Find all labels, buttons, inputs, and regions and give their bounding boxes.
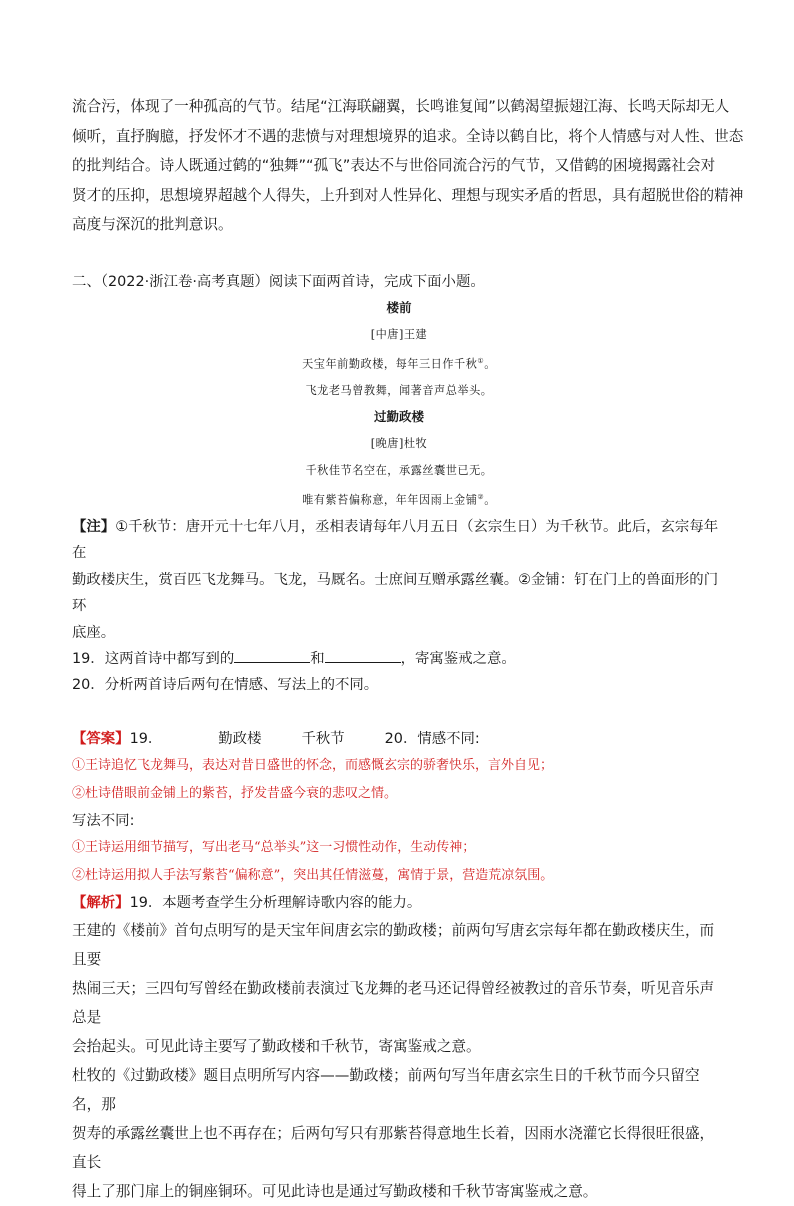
- analysis-line: 热闹三天；三四句写曾经在勤政楼前表演过飞龙舞的老马还记得曾经被教过的音乐节奏，听见音乐声总是: [72, 980, 715, 1027]
- note-line: 勤政楼庆生，赏百匹飞龙舞马。飞龙，马厩名。士庶间互赠承露丝囊。②金铺：钉在门上的兽面形的门环: [72, 571, 719, 615]
- poem-line: 飞龙老马曾教舞，闻著音声总举头。: [305, 384, 493, 398]
- answer-q19-num: 19．: [129, 731, 163, 748]
- intro-line: 贤才的压抑，思想境界超越个人得失，上升到对人性异化、理想与现实矛盾的哲思，具有超脱世俗的精神: [72, 186, 744, 204]
- emotion-point: ①王诗追忆飞龙舞马，表达对昔日盛世的怀念，而感慨玄宗的骄奢快乐，言外自见；: [72, 758, 554, 774]
- note-line: 底座。: [72, 624, 116, 641]
- q19-mid: 和: [310, 651, 325, 668]
- intro-paragraph: [72, 92, 744, 240]
- answer-q20-start: 20．情感不同:: [384, 731, 480, 748]
- question-19: [72, 646, 726, 672]
- footnote-mark: ①: [477, 356, 485, 365]
- answer-q19-a1: 勤政楼: [218, 731, 262, 748]
- analysis-line: 王建的《楼前》首句点明写的是天宝年间唐玄宗的勤政楼；前两句写唐玄宗每年都在勤政楼庆生，而且要: [72, 922, 715, 969]
- poem-author: [晚唐]杜牧: [370, 437, 428, 451]
- analysis-line: 会抬起头。可见此诗主要写了勤政楼和千秋节，寄寓鉴戒之意。: [72, 1038, 481, 1056]
- poem-line-tail: 。: [484, 357, 496, 371]
- poem-louqian: [72, 295, 726, 405]
- question-20: 20．分析两首诗后两句在情感、写法上的不同。: [72, 677, 379, 694]
- section-heading: 二、（2022·浙江卷·高考真题）阅读下面两首诗，完成下面小题。: [72, 273, 485, 290]
- analysis-section: [72, 890, 726, 1206]
- footnote-block: [72, 514, 726, 647]
- emotion-point: ②杜诗借眼前金铺上的紫苔，抒发昔盛今衰的悲叹之情。: [72, 786, 398, 802]
- method-point: ②杜诗运用拟人手法写紫苔“偏称意”，突出其任情滋蔓，寓情于景，营造荒凉氛围。: [72, 868, 554, 884]
- footnote-mark: ②: [477, 493, 485, 502]
- poem-line-tail: 。: [484, 493, 496, 507]
- answer-blank-1[interactable]: [234, 650, 310, 663]
- note-label: 【注】: [72, 518, 116, 535]
- poem-line: [72, 484, 726, 514]
- answer-blank-2[interactable]: [325, 650, 401, 663]
- note-line: [72, 514, 726, 567]
- answer-label: 【答案】: [72, 731, 130, 748]
- note-text: ①千秋节：唐开元十七年八月，丞相表请每年八月五日（玄宗生日）为千秋节。此后，玄宗每年在: [72, 518, 719, 562]
- q19-suffix: ，寄寓鉴戒之意。: [400, 651, 516, 668]
- analysis-line: 贺寿的承露丝囊世上也不再存在；后两句写只有那紫苔得意地生长着，因雨水浇灌它长得很旺很盛，直长: [72, 1125, 715, 1172]
- analysis-first-line: [72, 890, 726, 916]
- answer-section: [72, 726, 726, 890]
- analysis-label: 【解析】: [72, 895, 130, 912]
- intro-line: 倾听，直抒胸臆，抒发怀才不遇的悲愤与对理想境界的追求。全诗以鹤自比，将个人情感与对人性、世态: [72, 127, 744, 145]
- intro-line: 流合污，体现了一种孤高的气节。结尾“江海联翩翼，长鸣谁复闻”以鹤渴望振翅江海、长鸣天际却无人: [72, 98, 730, 115]
- analysis-line: 得上了那门扉上的铜座铜环。可见此诗也是通过写勤政楼和千秋节寄寓鉴戒之意。: [72, 1183, 598, 1201]
- q19-prefix: 19．这两首诗中都写到的: [72, 651, 235, 668]
- document-page: [72, 92, 744, 1206]
- analysis-intro: 19．本题考查学生分析理解诗歌内容的能力。: [129, 895, 422, 912]
- poem-line-text: 天宝年前勤政楼，每年三日作千秋: [302, 357, 478, 371]
- poem-title: 过勤政楼: [373, 409, 424, 425]
- answer-line: [72, 726, 726, 752]
- method-point: ①王诗运用细节描写，写出老马“总举头”这一习惯性动作，生动传神；: [72, 840, 476, 856]
- poem-author: [中唐]王建: [370, 327, 428, 341]
- poem-line: 千秋佳节名空在，承露丝囊世已无。: [305, 464, 493, 478]
- poem-line: [72, 348, 726, 378]
- method-heading: 写法不同:: [72, 813, 135, 830]
- answer-q19-a2: 千秋节: [301, 731, 345, 748]
- intro-line: 的批判结合。诗人既通过鹤的“独舞”“孤飞”表达不与世俗同流合污的气节，又借鹤的困境揭露社会对: [72, 157, 716, 174]
- poem-guoqinzhenglou: [72, 404, 726, 514]
- poem-title: 楼前: [386, 299, 412, 315]
- poem-line-text: 唯有紫苔偏称意，年年因雨上金铺: [302, 493, 478, 507]
- analysis-line: 杜牧的《过勤政楼》题目点明所写内容——勤政楼；前两句写当年唐玄宗生日的千秋节而今只留空名，那: [72, 1067, 700, 1114]
- intro-line: 高度与深沉的批判意识。: [72, 216, 233, 233]
